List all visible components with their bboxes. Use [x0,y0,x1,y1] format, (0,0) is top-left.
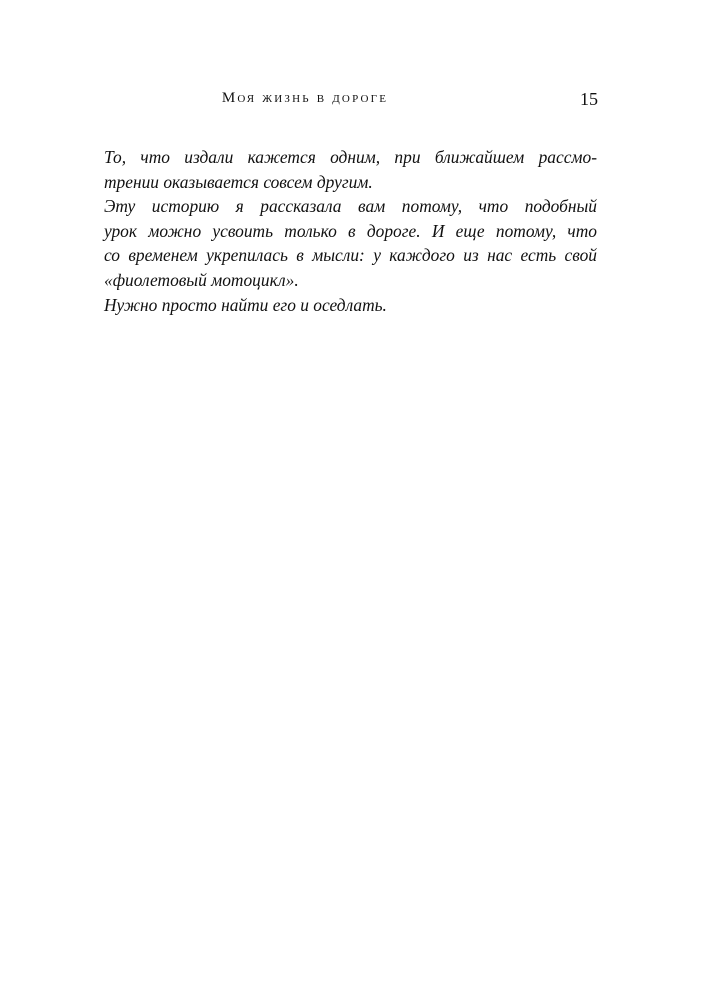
running-head [100,88,600,112]
text-line: То, что издали кажется одним, при ближайшем рассмо- [104,147,597,167]
text-line: «фиолетовый мотоцикл». [104,269,299,290]
page-number: 15 [580,89,598,109]
running-title: Моя жизнь в дороге [221,90,389,106]
text-line: урок можно усвоить только в дороге. И еще потому, что [104,220,597,241]
text-line: трении оказывается совсем другим. [104,171,373,192]
text-line: Нужно просто найти его и оседлать. [104,294,387,315]
text-line: Эту историю я рассказала вам потому, что подобный [104,196,597,217]
body-text [104,145,597,317]
paragraph [104,293,597,318]
text-line: со временем укрепилась в мысли: у каждого из нас есть свой [104,245,597,266]
paragraph [104,194,597,292]
paragraph [104,145,597,194]
